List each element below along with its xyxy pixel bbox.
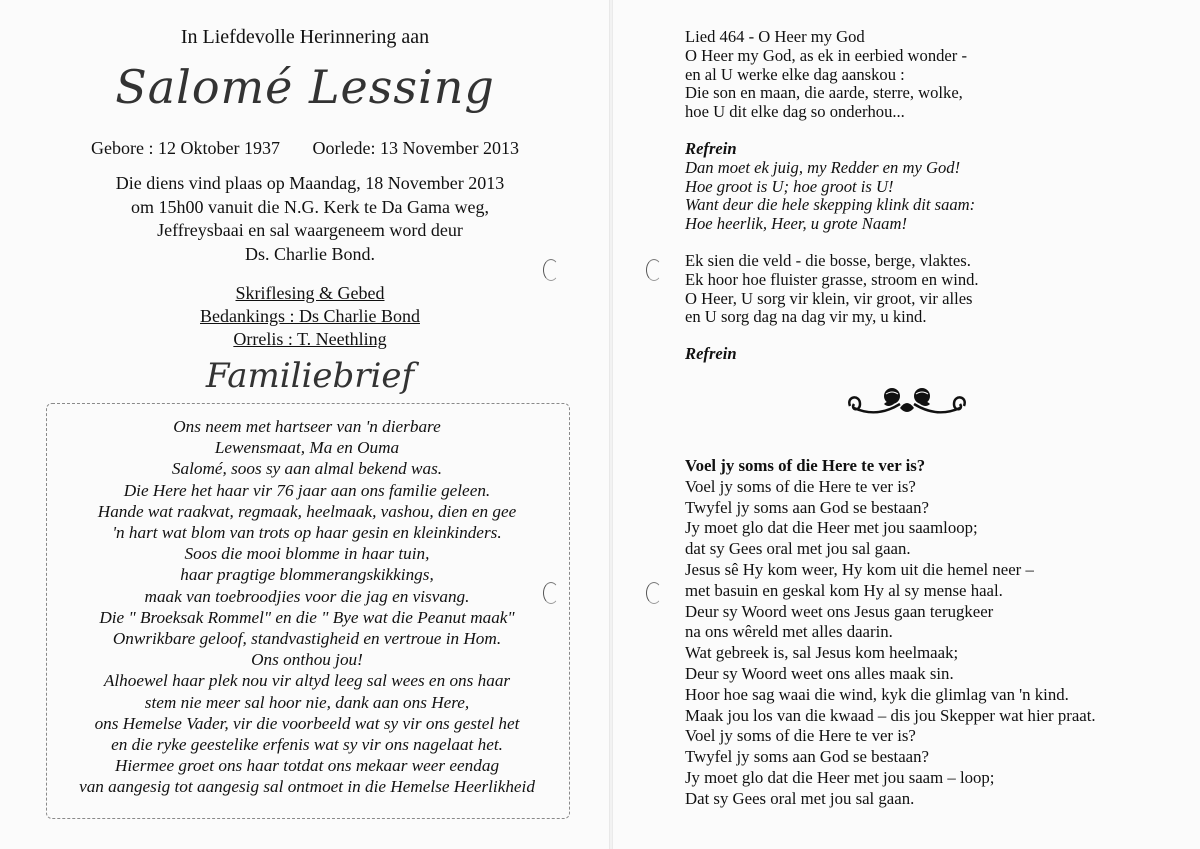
- letter-line: Hiermee groet ons haar totdat ons mekaar weer eendag: [114, 756, 500, 776]
- role-line: Orrelis : T. Neethling: [233, 329, 387, 349]
- hymn-title: Lied 464 - O Heer my God: [685, 27, 865, 46]
- hymn-line: hoe U dit elke dag so onderhou...: [685, 102, 905, 122]
- letter-line: stem nie meer sal hoor nie, dank aan ons Here,: [144, 692, 470, 712]
- poem-line: Jesus sê Hy kom weer, Hy kom uit die hemel neer –: [685, 559, 1034, 579]
- refrain-label: Refrein: [685, 138, 737, 158]
- letter-line: 'n hart wat blom van trots op haar gesin en kleinkinders.: [112, 523, 502, 543]
- letter-line: Die Here het haar vir 76 jaar aan ons familie geleen.: [123, 480, 491, 500]
- death-date: Oorlede: 13 November 2013: [312, 138, 519, 158]
- poem-line: Twyfel jy soms aan God se bestaan?: [685, 497, 929, 517]
- poem-line: Wat gebreek is, sal Jesus kom heelmaak;: [685, 643, 959, 663]
- dates-line: [0, 138, 610, 159]
- poem-line: met basuin en geskal kom Hy al sy mense haal.: [685, 580, 1003, 600]
- letter-line: ons Hemelse Vader, vir die voorbeeld wat sy vir ons gestel het: [94, 713, 520, 733]
- poem-line: Deur sy Woord weet ons Jesus gaan terugkeer: [685, 601, 994, 621]
- poem-line: Jy moet glo dat die Heer met jou saamloop;: [685, 518, 978, 538]
- poem-line: Voel jy soms of die Here te ver is?: [685, 476, 916, 496]
- refrain-line: Want deur die hele skepping klink dit saam:: [685, 195, 976, 215]
- poem-line: dat sy Gees oral met jou sal gaan.: [685, 539, 911, 559]
- hymn-line: Ek hoor hoe fluister grasse, stroom en wind.: [685, 269, 979, 289]
- letter-line: Salomé, soos sy aan almal bekend was.: [171, 459, 443, 479]
- refrain-line: Hoe groot is U; hoe groot is U!: [685, 176, 894, 196]
- hymn-line: en U sorg dag na dag vir my, u kind.: [685, 307, 927, 327]
- memorial-heading: In Liefdevolle Herinnering aan: [180, 26, 430, 48]
- refrain-line: Hoe heerlik, Heer, u grote Naam!: [685, 214, 907, 234]
- hymn-line: Ek sien die veld - die bosse, berge, vlaktes.: [685, 250, 971, 270]
- letter-line: Hande wat raakvat, regmaak, heelmaak, vashou, dien en gee: [97, 501, 517, 521]
- punch-hole-mark: [543, 259, 559, 281]
- poem-line: Hoor hoe sag waai die wind, kyk die glimlag van 'n kind.: [685, 684, 1069, 704]
- service-line: Ds. Charlie Bond.: [245, 243, 375, 264]
- poem-line: Voel jy soms of die Here te ver is?: [685, 726, 916, 746]
- poem-line: Jy moet glo dat die Heer met jou saam – loop;: [685, 767, 995, 787]
- refrain-label: Refrein: [685, 344, 737, 364]
- poem: [685, 456, 1195, 810]
- service-line: Die diens vind plaas op Maandag, 18 November 2013: [115, 173, 505, 193]
- service-roles: [40, 282, 580, 351]
- service-line: om 15h00 vanuit die N.G. Kerk te Da Gama weg,: [131, 196, 489, 217]
- service-details: [40, 172, 580, 266]
- punch-hole-mark: [543, 582, 559, 604]
- letter-line: Ons onthou jou!: [251, 650, 363, 670]
- letter-line: Alhoewel haar plek nou vir altyd leeg sal wees en ons haar: [103, 671, 511, 691]
- poem-line: Dat sy Gees oral met jou sal gaan.: [685, 788, 915, 808]
- punch-hole-mark: [646, 582, 662, 604]
- hymn-line: O Heer my God, as ek in eerbied wonder -: [685, 45, 967, 65]
- refrain-line: Dan moet ek juig, my Redder en my God!: [685, 157, 961, 177]
- poem-line: Twyfel jy soms aan God se bestaan?: [685, 747, 929, 767]
- rose-ornament-icon: [842, 382, 972, 426]
- birth-date: Gebore : 12 Oktober 1937: [91, 138, 280, 158]
- letter-line: Onwrikbare geloof, standvastigheid en vertroue in Hom.: [112, 629, 502, 649]
- hymn: [685, 28, 1185, 364]
- hymn-line: en al U werke elke dag aanskou :: [685, 64, 905, 84]
- hymn-line: Die son en maan, die aarde, sterre, wolke,: [685, 83, 963, 103]
- service-line: Jeffreysbaai en sal waargeneem word deur: [157, 220, 463, 240]
- role-line: Skriflesing & Gebed: [235, 283, 385, 303]
- letter-line: maak van toebroodjies voor die jag en visvang.: [144, 586, 470, 606]
- role-line: Bedankings : Ds Charlie Bond: [200, 306, 420, 326]
- family-letter: [48, 416, 566, 798]
- poem-line: Maak jou los van die kwaad – dis jou Skepper wat hier praat.: [685, 705, 1096, 725]
- letter-title: Familiebrief: [205, 356, 415, 396]
- hymn-line: O Heer, U sorg vir klein, vir groot, vir alles: [685, 288, 973, 308]
- punch-hole-mark: [646, 259, 662, 281]
- right-page: [612, 0, 1200, 849]
- poem-title: Voel jy soms of die Here te ver is?: [685, 456, 926, 475]
- letter-line: van aangesig tot aangesig sal ontmoet in die Hemelse Heerlikheid: [79, 777, 535, 797]
- letter-line: Die " Broeksak Rommel" en die " Bye wat die Peanut maak": [99, 607, 515, 627]
- letter-line: en die ryke geestelike erfenis wat sy vir ons nagelaat het.: [111, 735, 503, 755]
- poem-line: na ons wêreld met alles daarin.: [685, 622, 893, 642]
- poem-line: Deur sy Woord weet ons alles maak sin.: [685, 663, 954, 683]
- letter-line: Lewensmaat, Ma en Ouma: [214, 438, 400, 458]
- letter-line: haar pragtige blommerangskikkings,: [180, 565, 434, 585]
- letter-line: Ons neem met hartseer van 'n dierbare: [173, 417, 441, 436]
- deceased-name: Salomé Lessing: [115, 60, 495, 114]
- letter-line: Soos die mooi blomme in haar tuin,: [184, 544, 430, 564]
